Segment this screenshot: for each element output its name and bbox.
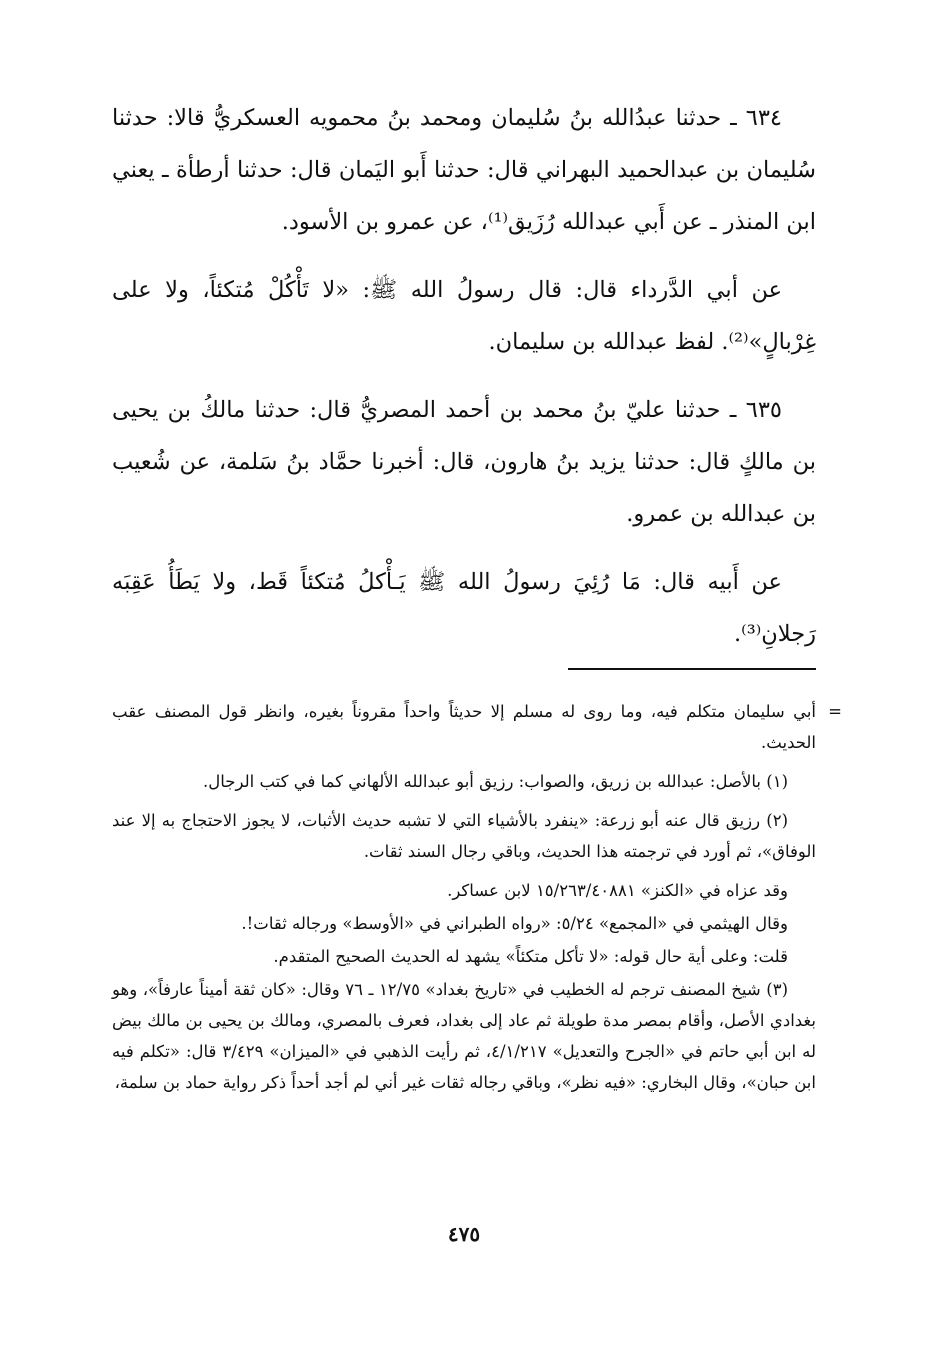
footnote-2: (٢) رزيق قال عنه أبو زرعة: «ينفرد بالأشياء التي لا تشبه حديث الأثبات، لا يجوز الاحتجاج به إلا عند الوفاق»، ثم أورد في ترجمته هذا الحديث، وباقي رجال السند ثقات.: [112, 811, 816, 861]
hadith-635-isnad: ٦٣٥ ـ حدثنا عليّ بنُ محمد بن أحمد المصريُّ قال: حدثنا مالكُ بن يحيى بن مالكٍ قال: حدثنا يزيد بنُ هارون، قال: أخبرنا حمَّاد بنُ سَلمة، عن شُعيب بن عبدالله بن عمرو.: [112, 397, 816, 527]
footnote-2-haythami: وقال الهيثمي في «المجمع» ٥/٢٤: «رواه الطبراني في «الأوسط» ورجاله ثقات!.: [241, 914, 788, 933]
hadith-635-matn: عن أَبيه قال: مَا رُئِيَ رسولُ الله ﷺ يَـأْكلُ مُتكئاً قَط، ولا يَطَأُ عَقِبَه رَجلانِ⁽³⁾.: [112, 569, 816, 647]
footnote-3: (٣) شيخ المصنف ترجم له الخطيب في «تاريخ بغداد» ١٢/٧٥ ـ ٧٦ وقال: «كان ثقة أميناً عارفاً»، وهو بغدادي الأصل، وأقام بمصر مدة طويلة ثم عاد إلى بغداد، فعرف بالمصري، ومالك بن يحيى بن مالك بيض له ابن أبي حاتم في «الجرح والتعديل» ٤/١/٢١٧، ثم رأيت الذهبي في «الميزان» ٣/٤٢٩ قال: «تكلم فيه ابن حبان»، وقال البخاري: «فيه نظر»، وباقي رجاله ثقات غير أني لم أجد أحداً ذكر رواية حماد بن سلمة،: [112, 980, 817, 1092]
page-number: ٤٧٥: [447, 1222, 481, 1246]
footnote-continued-text: أبي سليمان متكلم فيه، وما روى له مسلم إلا حديثاً واحداً مقروناً بغيره، وانظر قول المصنف عقب الحديث.: [112, 702, 816, 752]
footnote-2-comment: قلت: وعلى أية حال قوله: «لا تأكل متكئاً» يشهد له الحديث الصحيح المتقدم.: [273, 947, 788, 966]
hadith-634-matn: عن أبي الدَّرداء قال: قال رسولُ الله ﷺ: «لا تَأْكُلْ مُتكئاً، ولا على غِرْبالٍ»⁽²⁾. لفظ عبدالله بن سليمان.: [112, 277, 816, 355]
footnote-continued: [112, 696, 842, 758]
main-text: [112, 92, 816, 676]
footnotes: [112, 696, 842, 1106]
footnote-divider: [568, 668, 816, 670]
footnote-1: (١) بالأصل: عبدالله بن زريق، والصواب: رزيق أبو عبدالله الألهاني كما في كتب الرجال.: [203, 772, 788, 791]
hadith-634-isnad: ٦٣٤ ـ حدثنا عبدُالله بنُ سُليمان ومحمد بنُ محمويه العسكريُّ قالا: حدثنا سُليمان بن عبدالحميد البهراني قال: حدثنا أَبو اليَمان قال: حدثنا أرطأة ـ يعني ابن المنذر ـ عن أَبي عبدالله رُزَيق⁽¹⁾، عن عمرو بن الأسود.: [112, 105, 816, 235]
continuation-mark: =: [828, 702, 842, 721]
footnote-2-kanz: وقد عزاه في «الكنز» ١٥/٢٦٣/٤٠٨٨١ لابن عساكر.: [447, 881, 788, 900]
